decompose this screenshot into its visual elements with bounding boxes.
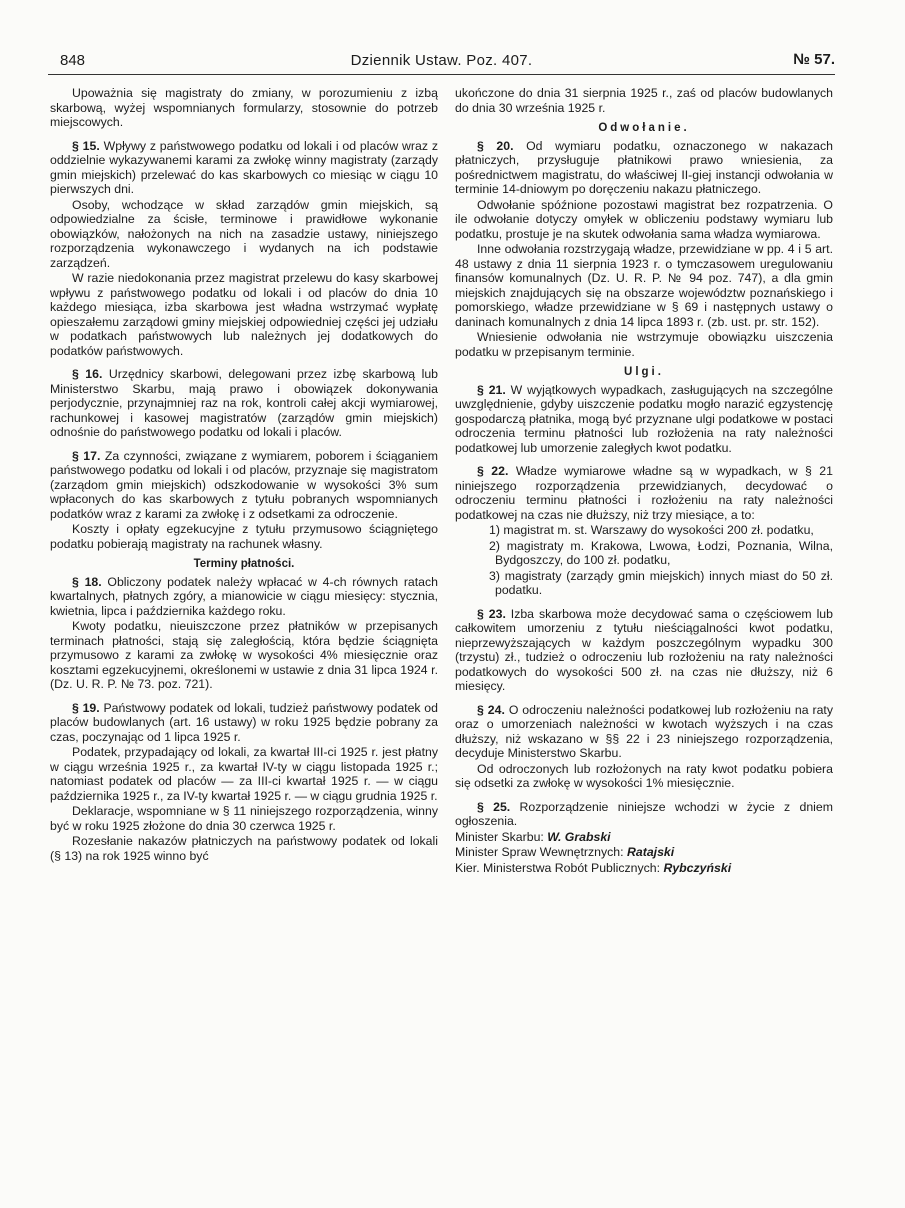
- section-text: Od wymiaru podatku, oznaczonego w nakazach płatniczych, przysługuje płatnikowi prawo wniesienia, za pośrednictwem magistratu, do właściwej II-giej instancji odwołania w terminie 14-dniowym po doręczeniu nakazu płatniczego.: [455, 138, 833, 196]
- page-header: [48, 48, 835, 75]
- heading-ulgi: Ulgi.: [624, 366, 664, 378]
- section-23: [455, 607, 833, 694]
- list-item: 1) magistrat m. st. Warszawy do wysokości 200 zł. podatku,: [489, 523, 814, 537]
- signature-name: W. Grabski: [547, 829, 611, 844]
- paragraph: Kwoty podatku, nieuiszczone przez płatników w przepisanych terminach płatności, stają się zaległością, która będzie ściągnięta przymusowo z karami za zwłokę w wysokości 4% miesięcznie oraz kosztami egzekucyjnemi, określonemi w ustawie z dnia 31 lipca 1924 r. (Dz. U. R. P. № 73. poz. 721).: [50, 619, 438, 691]
- section-24: [455, 703, 833, 761]
- section-17: [50, 449, 438, 522]
- signature: [455, 845, 833, 860]
- section-18: [50, 575, 438, 619]
- signature: [455, 861, 833, 876]
- section-text: Urzędnicy skarbowi, delegowani przez izbę skarbową lub Ministerstwo Skarbu, mają prawo i obowiązek dokonywania perjodycznie, przynajmniej raz na rok, kontroli całej akcji wymiarowej, rachunkowej i kasowej magistratów (zarządów gmin miejskich) odnośnie do państwowego podatku od lokali i placów.: [50, 367, 438, 439]
- section-label: § 20.: [477, 138, 514, 153]
- signature-role: Kier. Ministerstwa Robót Publicznych:: [455, 860, 661, 875]
- signature-role: Minister Spraw Wewnętrznych:: [455, 845, 624, 859]
- section-16: [50, 367, 438, 440]
- section-label: § 22.: [477, 464, 509, 478]
- section-label: § 25.: [477, 799, 511, 814]
- paragraph-continued: ukończone do dnia 31 sierpnia 1925 r., zaś od placów budowlanych do dnia 30 września 1925 r.: [455, 86, 833, 115]
- paragraph: Rozesłanie nakazów płatniczych na państwowy podatek od lokali (§ 13) na rok 1925 winno być: [50, 834, 438, 863]
- section-text: Izba skarbowa może decydować sama o częściowem lub całkowitem umorzeniu z tytułu nieściągalności kwot podatku, nieprzewyższających w każdym poszczególnym wypadku 300 (trzystu) zł., tudzież o odroczeniu lub rozłożeniu na raty należności podatkowych do wysokości 500 zł. na czas nie dłuższy, niż 6 miesięcy.: [455, 606, 833, 693]
- section-text: Rozporządzenie niniejsze wchodzi w życie z dniem ogłoszenia.: [455, 799, 833, 828]
- paragraph: W razie niedokonania przez magistrat przelewu do kasy skarbowej wpływu z państwowego podatku od lokali i od placów do dnia 10 każdego miesiąca, izba skarbowa jest władna wstrzymać wypłatę opieszałemu zarządowi gminy miejskiej odpowiedniej części jej udziału w podatkach państwowych lub należnych jej dodatkowych do podatków państwowych.: [50, 271, 438, 358]
- issue-number: № 57.: [793, 51, 835, 68]
- section-label: § 19.: [72, 700, 100, 715]
- section-label: § 15.: [72, 138, 100, 153]
- heading-odwolanie: Odwołanie.: [598, 122, 690, 134]
- section-label: § 24.: [477, 702, 505, 717]
- paragraph: Wniesienie odwołania nie wstrzymuje obowiązku uiszczenia podatku w przepisanym terminie.: [455, 330, 833, 359]
- section-19: [50, 701, 438, 745]
- section-text: W wyjątkowych wypadkach, zasługujących na szczególne uwzględnienie, gdyby uiszczenie podatku mogło narazić egzystencję gospodarczą płatnika, mogą być przyznane ulgi podatkowe w postaci odroczenia terminu płatności lub rozłożenia na raty należności podatkowej lub umorzenie zaległych kwot podatku.: [455, 382, 833, 455]
- section-label: § 17.: [72, 448, 101, 463]
- paragraph: Koszty i opłaty egzekucyjne z tytułu przymusowo ściągniętego podatku pobierają magistraty na rachunek własny.: [50, 522, 438, 551]
- list-item: 3) magistraty (zarządy gmin miejskich) innych miast do 50 zł. podatku.: [489, 568, 833, 597]
- section-25: [455, 800, 833, 829]
- section-text: Władze wymiarowe władne są w wypadkach, w § 21 niniejszego rozporządzenia przewidzianych, decydować o odroczeniu terminu płatności i rozłożeniu na raty należności podatkowej na czas nie dłuższy, niż trzy miesiące, a to:: [455, 464, 833, 522]
- signature-role: Minister Skarbu:: [455, 829, 544, 844]
- signature-name: Ratajski: [627, 845, 675, 859]
- heading-terminy: Terminy płatności.: [193, 558, 295, 570]
- paragraph: Deklaracje, wspomniane w § 11 niniejszego rozporządzenia, winny być w roku 1925 złożone do dnia 30 czerwca 1925 r.: [50, 804, 438, 833]
- section-text: Państwowy podatek od lokali, tudzież państwowy podatek od placów budowlanych (art. 16 ustawy) w roku 1925 będzie pobrany za czas, poczynając od 1 lipca 1925 r.: [50, 700, 438, 744]
- section-text: Obliczony podatek należy wpłacać w 4-ch równych ratach kwartalnych, płatnych zgóry, a mianowicie w ciągu miesięcy: stycznia, kwietnia, lipca i października każdego roku.: [50, 574, 438, 618]
- paragraph: Upoważnia się magistraty do zmiany, w porozumieniu z izbą skarbową, wyżej wspomnianych formularzy, stosownie do potrzeb miejscowych.: [50, 86, 438, 129]
- section-label: § 21.: [477, 382, 506, 397]
- section-label: § 23.: [477, 606, 506, 621]
- paragraph: Od odroczonych lub rozłożonych na raty kwot podatku pobiera się odsetki za zwłokę w wysokości 1% miesięcznie.: [455, 761, 833, 790]
- section-text: Wpływy z państwowego podatku od lokali i od placów wraz z oddzielnie wykazywanemi karami za zwłokę winny magistraty (zarządy gmin miejskich) przelewać do kas skarbowych co miesiąc w ciągu 10 pierwszych dni.: [50, 138, 438, 196]
- paragraph: Podatek, przypadający od lokali, za kwartał III-ci 1925 r. jest płatny w ciągu września 1925 r., za kwartał IV-ty w ciągu listopada 1925 r.; natomiast podatek od placów — za III-ci kwartał 1925 r. — w ciągu października 1925 r., za IV-ty kwartał 1925 r. — w ciągu grudnia 1925 r.: [50, 745, 438, 803]
- section-label: § 16.: [72, 367, 103, 381]
- paragraph: Inne odwołania rozstrzygają władze, przewidziane w pp. 4 i 5 art. 48 ustawy z dnia 11 sierpnia 1923 r. o tymczasowem uregulowaniu finansów komunalnych (Dz. U. R. P. № 94 poz. 747), a dla gmin miejskich znajdujących się na obszarze województw poznańskiego i pomorskiego, władze przewidziane w § 69 i następnych ustawy o daninach komunalnych z dnia 14 lipca 1893 r. (zb. ust. pr. str. 152).: [455, 242, 833, 329]
- section-text: Za czynności, związane z wymiarem, poborem i ściąganiem państwowego podatku od lokali i od placów, przyznaje się magistratom (zarządom gmin miejskich) odszkodowanie w wysokości 3% sum wpłaconych do kas skarbowych z tytułu pobranych wspomnianych podatków wraz z karami za zwłokę i z odsetkami za odroczenie.: [50, 448, 438, 521]
- section-label: § 18.: [72, 574, 102, 589]
- signature: [455, 830, 833, 845]
- list-item: 2) magistraty m. Krakowa, Lwowa, Łodzi, Poznania, Wilna, Bydgoszczy, do 100 zł. podatku,: [489, 538, 833, 567]
- signature-name: Rybczyński: [663, 860, 732, 875]
- journal-title: Dziennik Ustaw. Poz. 407.: [350, 52, 533, 69]
- section-21: [455, 383, 833, 456]
- right-column: [455, 86, 833, 876]
- left-column: [50, 86, 438, 864]
- paragraph: Osoby, wchodzące w skład zarządów gmin miejskich, są odpowiedzialne za ścisłe, terminowe i prawidłowe wykonanie obowiązków, nałożonych na nich na zasadzie ustawy, niniejszego rozporządzenia wykonawczego i wydanych na ich podstawie zarządzeń.: [50, 197, 438, 270]
- section-text: O odroczeniu należności podatkowej lub rozłożeniu na raty oraz o umorzeniach należności w kwotach wyższych i na czas dłuższy, niż wskazano w §§ 22 i 23 niniejszego rozporządzenia, decyduje Ministerstwo Skarbu.: [455, 702, 833, 760]
- section-20: [455, 139, 833, 197]
- list: [455, 523, 833, 598]
- section-15: [50, 139, 438, 197]
- section-22: [455, 464, 833, 522]
- paragraph: Odwołanie spóźnione pozostawi magistrat bez rozpatrzenia. O ile odwołanie dotyczy omyłek w obliczeniu podstawy wymiaru lub podatku, prostuje je na skutek odwołania sama władza wymiarowa.: [455, 197, 833, 241]
- page-number: 848: [60, 52, 86, 69]
